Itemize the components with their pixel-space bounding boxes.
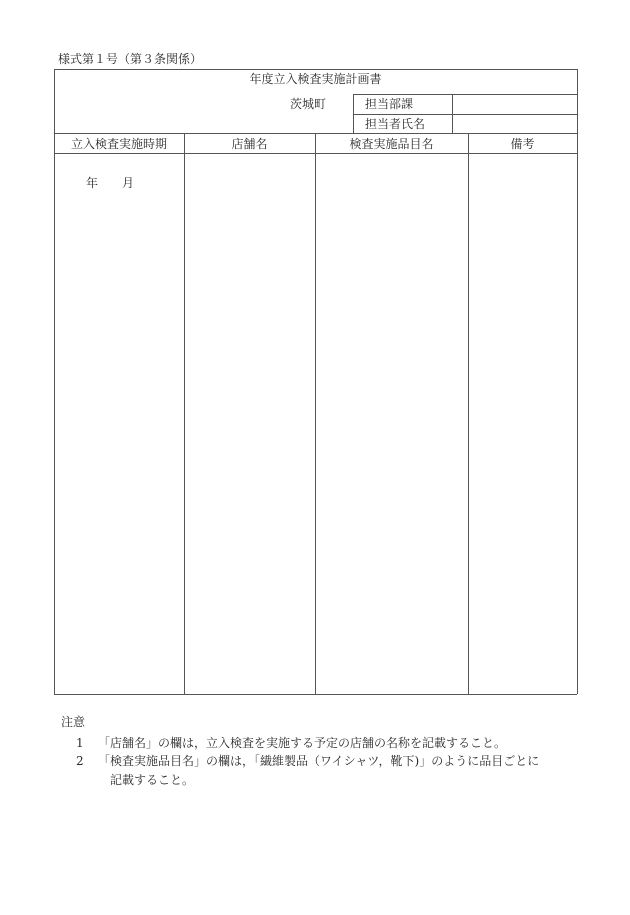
note-2-continuation: 記載すること。 xyxy=(110,773,195,787)
note-2-number: 2 xyxy=(76,754,84,768)
note-1-text: 「店舗名」の欄は，立入検査を実施する予定の店舗の名称を記載すること。 xyxy=(98,736,507,750)
department-label: 担当部課 xyxy=(365,97,414,111)
column-header-period: 立入検査実施時期 xyxy=(70,137,167,151)
column-header-remarks: 備考 xyxy=(510,137,535,151)
person-name-field[interactable] xyxy=(453,115,576,132)
form-number-label: 様式第１号（第３条関係） xyxy=(58,52,203,66)
note-1-number: 1 xyxy=(76,736,84,750)
department-field[interactable] xyxy=(453,95,576,113)
column-header-items: 検査実施品目名 xyxy=(349,137,434,151)
document-title: 年度立入検査実施計画書 xyxy=(249,72,382,86)
period-cell[interactable] xyxy=(55,154,184,694)
items-cell[interactable] xyxy=(316,154,468,694)
period-year-month: 年 月 xyxy=(86,176,135,190)
table-right-border xyxy=(577,69,578,694)
table-top-border xyxy=(54,69,577,70)
contact-left-border xyxy=(353,94,354,133)
note-2-text: 「検査実施品目名」の欄は，「繊維製品（ワイシャツ，靴下)」のように品目ごとに xyxy=(98,754,540,768)
table-bottom-border xyxy=(54,694,577,695)
person-label: 担当者氏名 xyxy=(365,117,426,131)
notes-heading: 注意 xyxy=(61,715,86,729)
municipality-name: 茨城町 xyxy=(289,97,326,111)
remarks-cell[interactable] xyxy=(469,154,577,694)
column-header-store: 店舗名 xyxy=(231,137,268,151)
store-cell[interactable] xyxy=(185,154,315,694)
